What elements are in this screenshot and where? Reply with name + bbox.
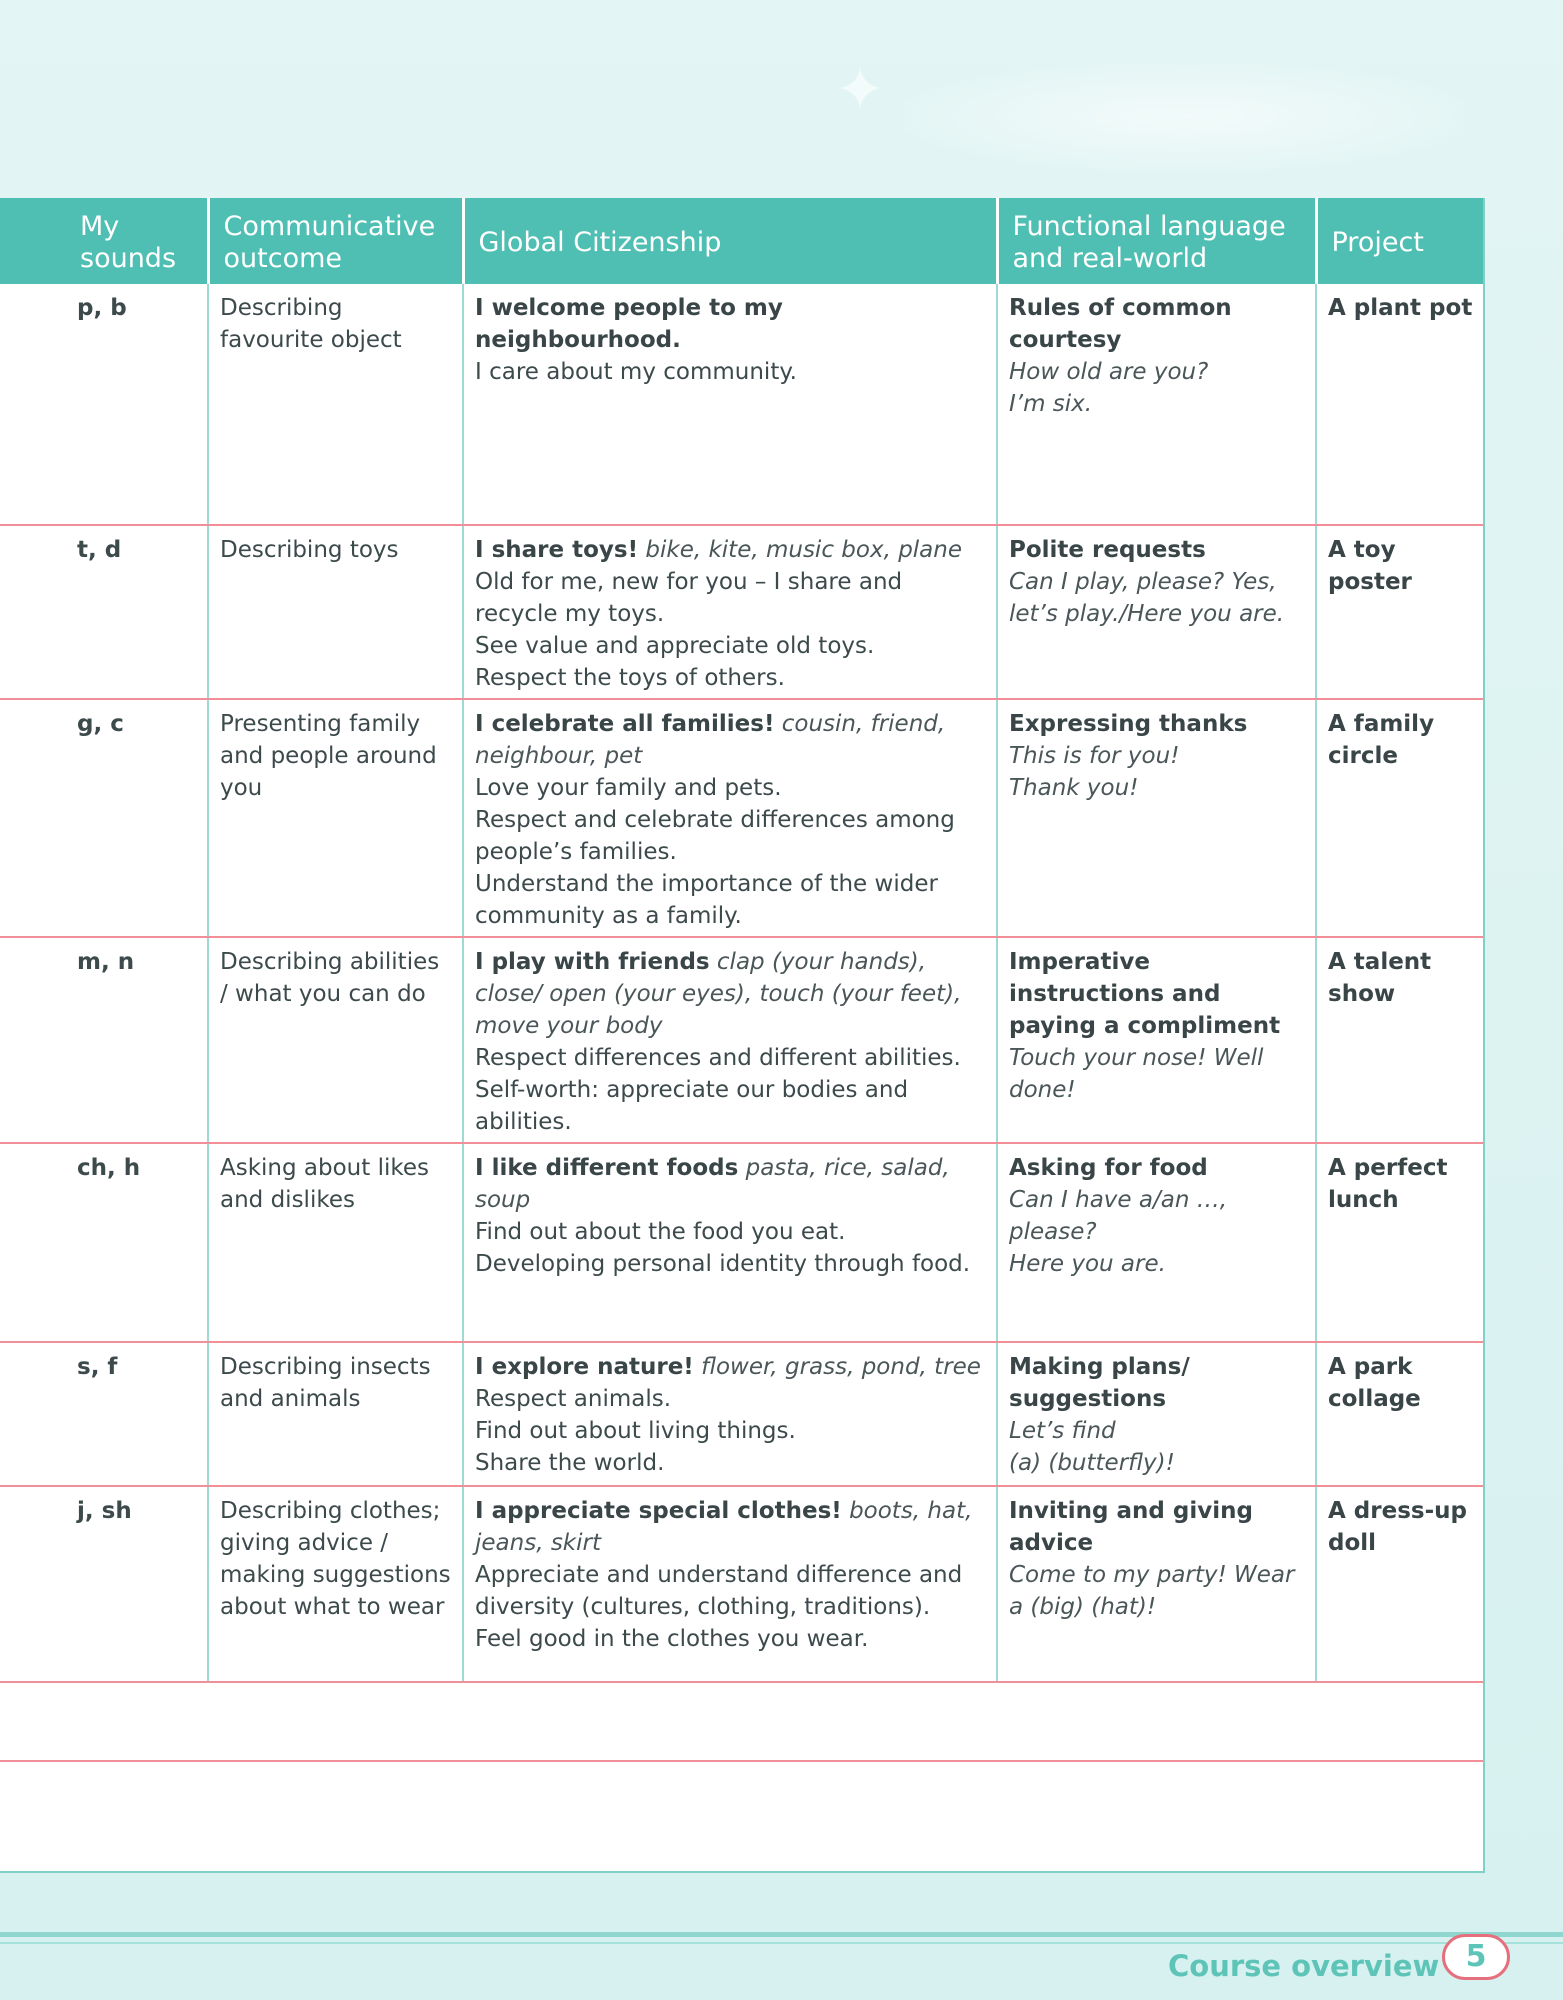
cell-global-citizenship xyxy=(463,1486,997,1682)
gc-heading-line xyxy=(475,1152,986,1216)
gc-line: Find out about the food you eat. xyxy=(475,1219,846,1245)
cell-functional-language xyxy=(997,1342,1316,1486)
gc-title: I explore nature! xyxy=(475,1354,694,1380)
header-label-line: and real-world xyxy=(1012,243,1208,274)
header-label-line: sounds xyxy=(80,243,177,274)
cell-global-citizenship xyxy=(463,525,997,699)
fl-title: Inviting and giving advice xyxy=(1009,1498,1253,1556)
fl-example: Here you are. xyxy=(1009,1251,1166,1277)
fl-title: Rules of common courtesy xyxy=(1009,295,1232,353)
cell-outcome: Describing toys xyxy=(208,525,463,699)
fl-example: Let’s find xyxy=(1009,1418,1116,1444)
gc-line: Respect differences and different abilities. xyxy=(475,1045,961,1071)
fl-example: Come to my party! Wear a (big) (hat)! xyxy=(1009,1562,1295,1620)
table-row xyxy=(0,284,1483,525)
header-communicative-outcome xyxy=(208,198,463,284)
table-row xyxy=(0,1342,1483,1486)
cell-functional-language xyxy=(997,1143,1316,1342)
header-label-line: outcome xyxy=(223,243,342,274)
gc-line: Respect and celebrate differences among people’s families. xyxy=(475,807,955,865)
page-number-badge: 5 xyxy=(1442,1934,1510,1980)
gc-line: Self-worth: appreciate our bodies and abilities. xyxy=(475,1077,909,1135)
fl-example: This is for you! xyxy=(1009,743,1180,769)
cell-outcome: Describing favourite object xyxy=(208,284,463,525)
cell-project: A dress-up doll xyxy=(1316,1486,1483,1682)
fl-title: Expressing thanks xyxy=(1009,711,1248,737)
fl-example: I’m six. xyxy=(1009,391,1093,417)
cell-project: A plant pot xyxy=(1316,284,1483,525)
course-overview-table-container xyxy=(0,198,1485,1873)
header-project xyxy=(1316,198,1483,284)
table-row xyxy=(0,1486,1483,1682)
table-body xyxy=(0,284,1483,1901)
empty-cell xyxy=(0,1761,1483,1901)
empty-table-row xyxy=(0,1761,1483,1901)
gc-line: Feel good in the clothes you wear. xyxy=(475,1626,869,1652)
footer-rule-thin xyxy=(0,1942,1563,1944)
gc-line: Understand the importance of the wider community as a family. xyxy=(475,871,938,929)
gc-heading-line xyxy=(475,534,986,566)
gc-line: Old for me, new for you – I share and recycle my toys. xyxy=(475,569,903,627)
header-label-line: Project xyxy=(1331,227,1424,258)
header-functional-language xyxy=(997,198,1316,284)
gc-heading-line xyxy=(475,708,986,772)
table-row xyxy=(0,525,1483,699)
fl-example: Can I have a/an …, please? xyxy=(1009,1187,1228,1245)
faded-star-icon: ✦ xyxy=(835,55,886,125)
gc-line: I care about my community. xyxy=(475,359,797,385)
gc-vocabulary: cousin, friend, neighbour, pet xyxy=(475,711,946,769)
header-label-line: My xyxy=(80,211,120,242)
cell-outcome: Describing insects and animals xyxy=(208,1342,463,1486)
cell-outcome: Describing clothes; giving advice / making suggestions about what to wear xyxy=(208,1486,463,1682)
cell-sounds: p, b xyxy=(0,284,208,525)
fl-example: Can I play, please? Yes, let’s play./Here you are. xyxy=(1009,569,1285,627)
fl-example: Touch your nose! Well done! xyxy=(1009,1045,1264,1103)
gc-line: Respect animals. xyxy=(475,1386,672,1412)
cell-project: A toy poster xyxy=(1316,525,1483,699)
cell-global-citizenship xyxy=(463,1342,997,1486)
header-my-sounds xyxy=(0,198,208,284)
cell-project: A park collage xyxy=(1316,1342,1483,1486)
gc-title: I celebrate all families! xyxy=(475,711,775,737)
fl-example: How old are you? xyxy=(1009,359,1209,385)
faded-unit-title-graphic xyxy=(905,62,1465,172)
header-label-line: Functional language xyxy=(1012,211,1286,242)
cell-functional-language xyxy=(997,699,1316,937)
course-overview-table xyxy=(0,198,1483,1901)
header-global-citizenship xyxy=(463,198,997,284)
cell-sounds: s, f xyxy=(0,1342,208,1486)
gc-title: I play with friends xyxy=(475,949,710,975)
cell-sounds: ch, h xyxy=(0,1143,208,1342)
gc-heading-line xyxy=(475,1351,986,1383)
gc-title: I like different foods xyxy=(475,1155,739,1181)
footer-rule xyxy=(0,1932,1563,1937)
cell-project: A perfect lunch xyxy=(1316,1143,1483,1342)
gc-line: Find out about living things. xyxy=(475,1418,796,1444)
fl-example: Thank you! xyxy=(1009,775,1139,801)
footer-section-label: Course overview xyxy=(1168,1949,1440,1983)
fl-title: Asking for food xyxy=(1009,1155,1208,1181)
cell-sounds: j, sh xyxy=(0,1486,208,1682)
header-label-line: Global Citizenship xyxy=(478,227,722,258)
cell-outcome: Presenting family and people around you xyxy=(208,699,463,937)
gc-line: See value and appreciate old toys. xyxy=(475,633,875,659)
gc-line: Respect the toys of others. xyxy=(475,665,785,691)
cell-sounds: m, n xyxy=(0,937,208,1143)
cell-functional-language xyxy=(997,1486,1316,1682)
gc-vocabulary: pasta, rice, salad, soup xyxy=(475,1155,950,1213)
empty-cell xyxy=(0,1682,1483,1761)
gc-title: I appreciate special clothes! xyxy=(475,1498,842,1524)
cell-global-citizenship xyxy=(463,937,997,1143)
cell-functional-language xyxy=(997,284,1316,525)
gc-line: Love your family and pets. xyxy=(475,775,782,801)
gc-title: I welcome people to my neighbourhood. xyxy=(475,295,783,353)
table-header-row xyxy=(0,198,1483,284)
table-row xyxy=(0,699,1483,937)
gc-vocabulary: bike, kite, music box, plane xyxy=(645,537,962,563)
gc-heading-line xyxy=(475,946,986,1042)
empty-table-row xyxy=(0,1682,1483,1761)
cell-global-citizenship xyxy=(463,699,997,937)
cell-project: A family circle xyxy=(1316,699,1483,937)
gc-vocabulary: clap (your hands), close/ open (your eyes), touch (your feet), move your body xyxy=(475,949,962,1039)
cell-project: A talent show xyxy=(1316,937,1483,1143)
cell-global-citizenship xyxy=(463,1143,997,1342)
table-row xyxy=(0,937,1483,1143)
gc-line: Share the world. xyxy=(475,1450,665,1476)
fl-title: Making plans/ suggestions xyxy=(1009,1354,1190,1412)
gc-vocabulary: boots, hat, jeans, skirt xyxy=(475,1498,973,1556)
table-row xyxy=(0,1143,1483,1342)
cell-functional-language xyxy=(997,937,1316,1143)
cell-global-citizenship xyxy=(463,284,997,525)
cell-sounds: g, c xyxy=(0,699,208,937)
gc-title: I share toys! xyxy=(475,537,639,563)
gc-line: Developing personal identity through food. xyxy=(475,1251,971,1277)
gc-line: Appreciate and understand difference and diversity (cultures, clothing, traditions). xyxy=(475,1562,963,1620)
cell-outcome: Asking about likes and dislikes xyxy=(208,1143,463,1342)
fl-title: Imperative instructions and paying a compliment xyxy=(1009,949,1281,1039)
header-label-line: Communicative xyxy=(223,211,436,242)
fl-title: Polite requests xyxy=(1009,537,1206,563)
cell-outcome: Describing abilities / what you can do xyxy=(208,937,463,1143)
gc-heading-line xyxy=(475,1495,986,1559)
gc-vocabulary: flower, grass, pond, tree xyxy=(701,1354,981,1380)
fl-example: (a) (butterfly)! xyxy=(1009,1450,1175,1476)
cell-sounds: t, d xyxy=(0,525,208,699)
gc-heading-line xyxy=(475,292,986,356)
cell-functional-language xyxy=(997,525,1316,699)
